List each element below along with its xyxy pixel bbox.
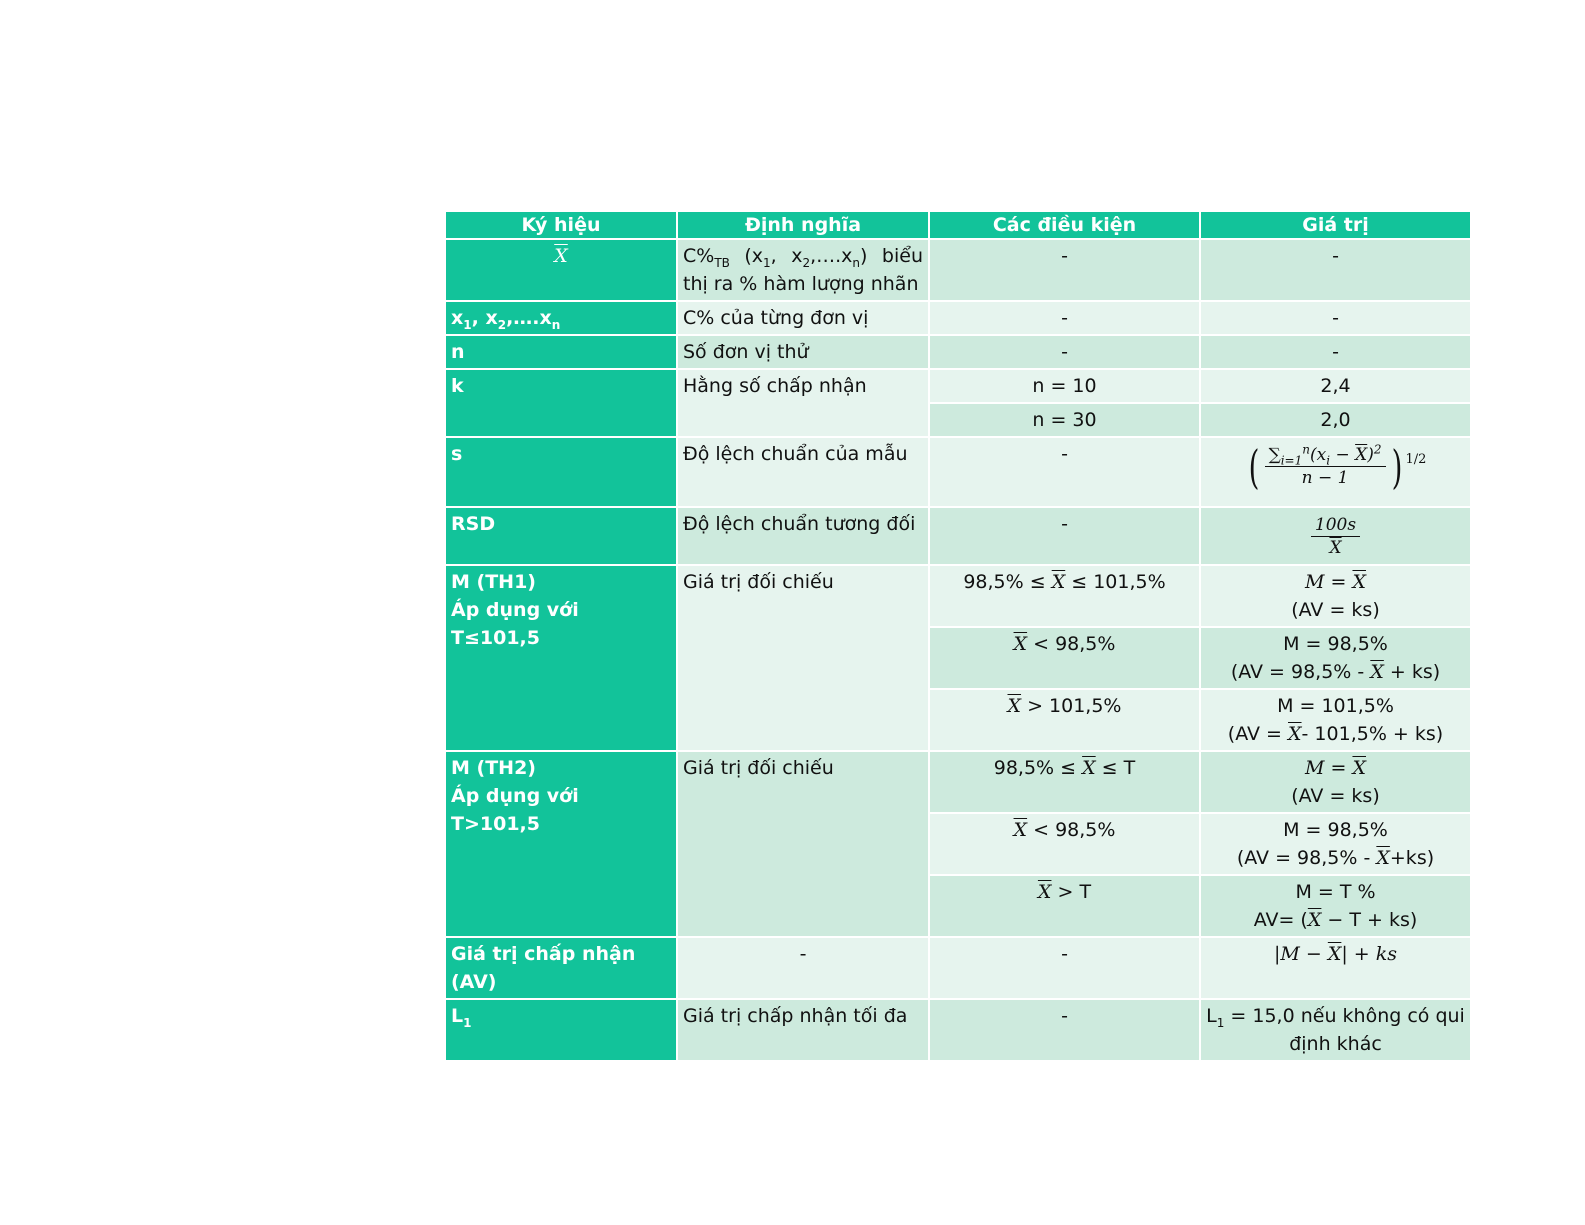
header-conditions: Các điều kiện <box>929 211 1200 239</box>
table-row <box>445 239 1471 301</box>
definition-s: Độ lệch chuẩn của mẫu <box>677 437 929 507</box>
symbol-k: k <box>445 369 677 437</box>
definition-x-units: C% của từng đơn vị <box>677 301 929 335</box>
condition-xbar: - <box>929 239 1200 301</box>
header-symbol: Ký hiệu <box>445 211 677 239</box>
value-rsd <box>1200 507 1471 565</box>
table-row <box>445 369 1471 403</box>
value-m-th1-3: M = 101,5% ($AV = \overline{X}-$ 101,5% + ks) <box>1200 689 1471 751</box>
value-xbar: - <box>1200 239 1471 301</box>
condition-k-2: n = 30 <box>929 403 1200 437</box>
criteria-table <box>444 210 1472 1062</box>
value-m-th2-2: M = 98,5% $(AV = 98,5\% - \overline{X}+ks)$ <box>1200 813 1471 875</box>
table-header-row <box>445 211 1471 239</box>
rsd-formula: $\frac{100s}{X}$ <box>1309 512 1362 561</box>
definition-l1: Giá trị chấp nhận tối đa <box>677 999 929 1061</box>
condition-rsd: - <box>929 507 1200 565</box>
header-value: Giá trị <box>1200 211 1471 239</box>
value-m-th2-1: $M = \overline{X}$ (AV = ks) <box>1200 751 1471 813</box>
condition-m-th2-1: $98,5\% \le \overline{X} \le T$ <box>929 751 1200 813</box>
symbol-xbar: $\overline{X}$ <box>445 239 677 301</box>
definition-m-th1: Giá trị đối chiếu <box>677 565 929 751</box>
value-k-1: 2,4 <box>1200 369 1471 403</box>
symbol-x-units: $x_1$, $x_2,\dots.x_n$ <box>445 301 677 335</box>
value-m-th1-1: $M = \overline{X}$ (AV = ks) <box>1200 565 1471 627</box>
symbol-s: s <box>445 437 677 507</box>
table-row <box>445 335 1471 369</box>
value-m-th2-3: M = T % $AV= (\overline{X} - T + ks)$ <box>1200 875 1471 937</box>
header-definition: Định nghĩa <box>677 211 929 239</box>
condition-av: - <box>929 937 1200 999</box>
condition-m-th2-2: $\overline{X} < 98,5\%$ <box>929 813 1200 875</box>
condition-m-th1-1: $98,5\% \le \overline{X} \le 101,5\%$ <box>929 565 1200 627</box>
condition-s: - <box>929 437 1200 507</box>
value-av <box>1200 937 1471 999</box>
value-k-2: 2,0 <box>1200 403 1471 437</box>
value-n: - <box>1200 335 1471 369</box>
definition-n: Số đơn vị thử <box>677 335 929 369</box>
table-row <box>445 565 1471 627</box>
table-row <box>445 999 1471 1061</box>
condition-n: - <box>929 335 1200 369</box>
value-l1: $L_1 = 15,0$ nếu không có qui định khác <box>1200 999 1471 1061</box>
definition-rsd: Độ lệch chuẩn tương đối <box>677 507 929 565</box>
value-m-th1-2: M = 98,5% $(AV = 98,5\% - \overline{X} + ks)$ <box>1200 627 1471 689</box>
value-x-units: - <box>1200 301 1471 335</box>
value-s <box>1200 437 1471 507</box>
condition-m-th1-3: $\overline{X} > 101,5\%$ <box>929 689 1200 751</box>
definition-m-th2: Giá trị đối chiếu <box>677 751 929 937</box>
definition-av: - <box>677 937 929 999</box>
condition-m-th2-3: $\overline{X} > T$ <box>929 875 1200 937</box>
av-formula: $|M - \overline{X}|$ + ks <box>1273 943 1398 965</box>
condition-m-th1-2: $\overline{X} < 98,5\%$ <box>929 627 1200 689</box>
symbol-av: Giá trị chấp nhận (AV) <box>445 937 677 999</box>
table-row <box>445 301 1471 335</box>
std-dev-formula: ( $\frac{\sum_{i=1}^n(x_i - \overline{X})^2}{n - 1}$ ) 1/2 <box>1248 439 1427 494</box>
symbol-rsd: RSD <box>445 507 677 565</box>
table-row <box>445 937 1471 999</box>
symbol-m-th2: M (TH2) Áp dụng với T>101,5 <box>445 751 677 937</box>
condition-k-1: n = 10 <box>929 369 1200 403</box>
table-row <box>445 437 1471 507</box>
definition-k: Hằng số chấp nhận <box>677 369 929 437</box>
table-row <box>445 751 1471 813</box>
table-row <box>445 507 1471 565</box>
symbol-n: n <box>445 335 677 369</box>
condition-l1: - <box>929 999 1200 1061</box>
condition-x-units: - <box>929 301 1200 335</box>
definition-xbar: $C\%_{TB}$ ($x_1$, $x_2,\dots.x_n$) biểu thị ra % hàm lượng nhãn <box>677 239 929 301</box>
symbol-l1: $L_1$ <box>445 999 677 1061</box>
symbol-m-th1: M (TH1) Áp dụng với T≤101,5 <box>445 565 677 751</box>
